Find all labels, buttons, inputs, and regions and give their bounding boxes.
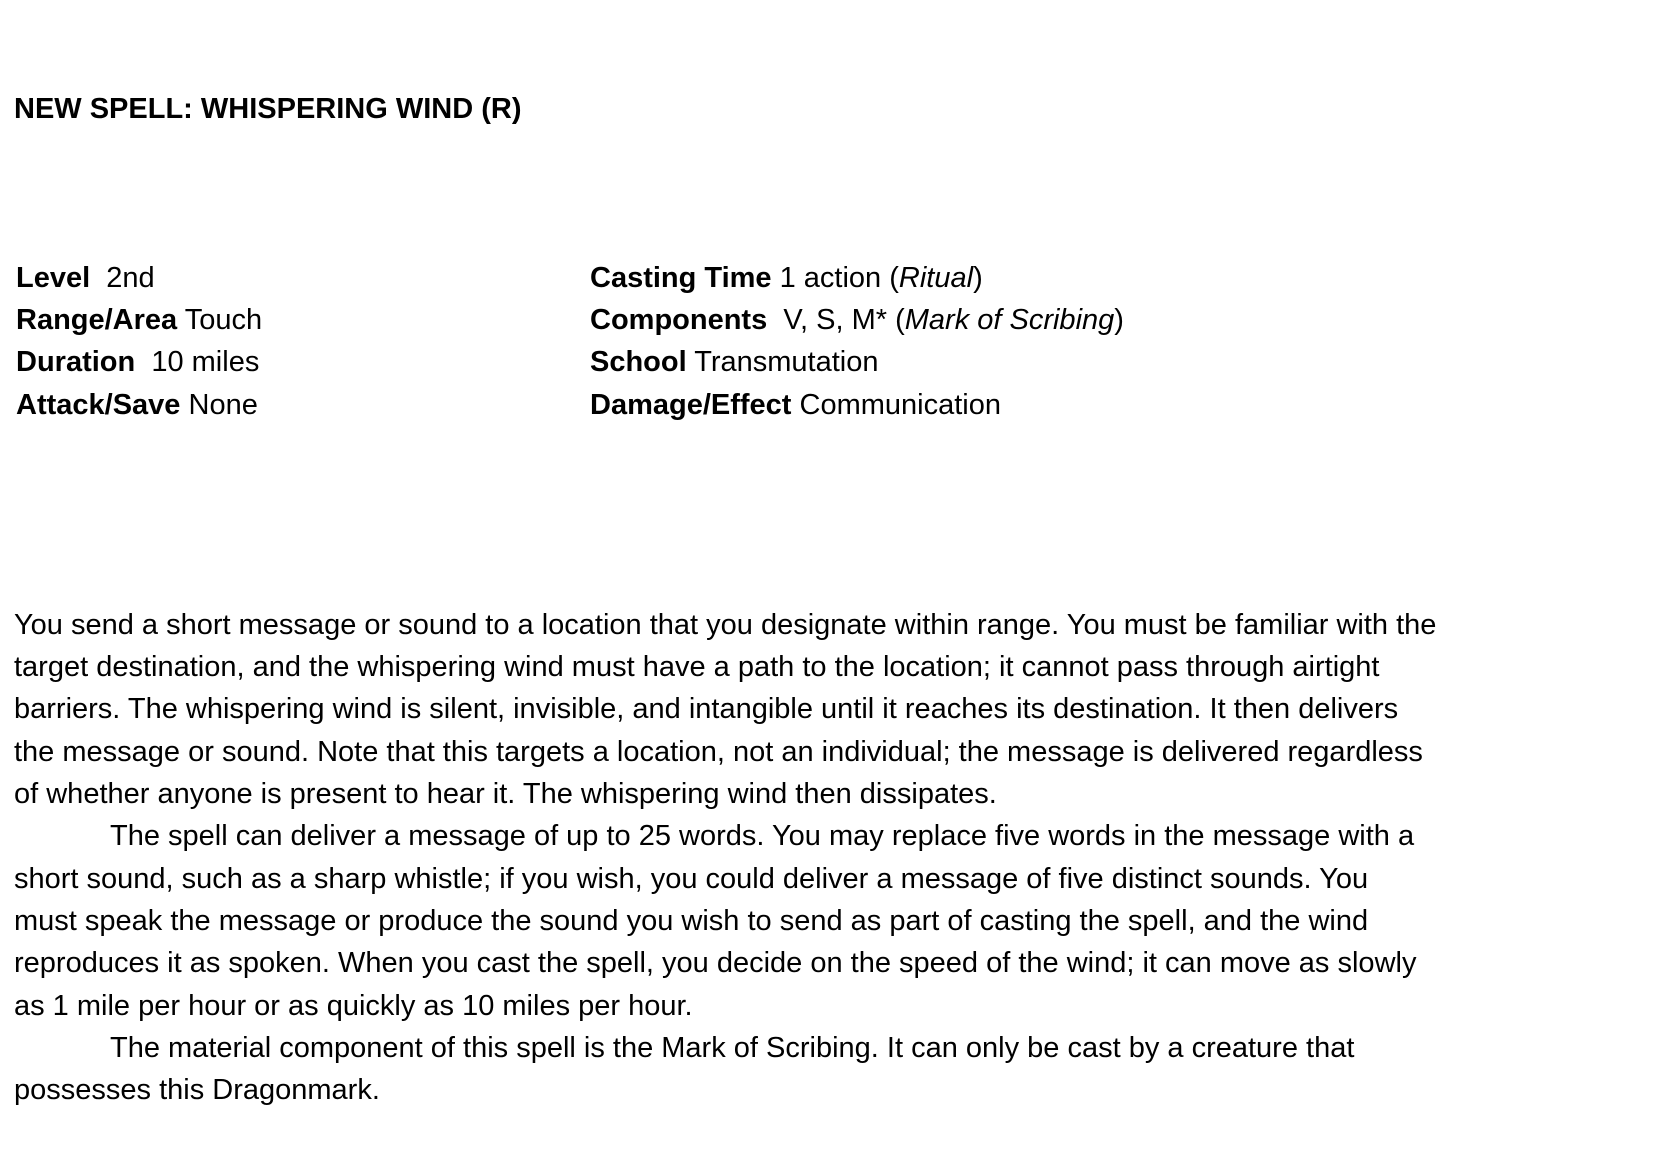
- spell-title: NEW SPELL: WHISPERING WIND (R): [14, 92, 522, 125]
- stat-cell-right: [590, 384, 1001, 426]
- stat-row: [14, 384, 1654, 426]
- stat-cell-right: [590, 341, 879, 383]
- stat-text-segment: Ritual: [898, 261, 974, 294]
- stat-row: [14, 341, 1654, 383]
- spell-stats-block: [14, 257, 1654, 426]
- body-line: possesses this Dragonmark.: [14, 1074, 380, 1107]
- stat-text-segment: Components: [590, 304, 768, 337]
- stat-text-segment: Level: [16, 261, 91, 294]
- stat-text-segment: None: [180, 388, 258, 421]
- body-line: must speak the message or produce the sound you wish to send as part of casting the spell, and the wind: [14, 904, 1369, 937]
- stat-text-segment: ): [1114, 304, 1124, 337]
- stat-cell-left: [16, 384, 258, 426]
- body-line: the message or sound. Note that this targets a location, not an individual; the message is delivered regardless: [14, 735, 1423, 768]
- stat-text-segment: Transmutation: [686, 346, 879, 379]
- body-line: as 1 mile per hour or as quickly as 10 miles per hour.: [14, 989, 693, 1022]
- stat-text-segment: Mark of Scribing: [904, 304, 1115, 337]
- stat-cell-left: [16, 341, 259, 383]
- stat-row: [14, 299, 1654, 341]
- stat-text-segment: 2nd: [90, 261, 155, 294]
- body-line: short sound, such as a sharp whistle; if you wish, you could deliver a message of five distinct sounds. You: [14, 862, 1369, 895]
- stat-cell-left: [16, 257, 155, 299]
- stat-text-segment: Attack/Save: [16, 388, 181, 421]
- stat-cell-right: [590, 299, 1124, 341]
- stat-cell-left: [16, 299, 262, 341]
- stat-cell-right: [590, 257, 983, 299]
- stat-text-segment: Touch: [177, 304, 263, 337]
- body-line: The spell can deliver a message of up to 25 words. You may replace five words in the message with a: [110, 820, 1415, 853]
- spell-description: [14, 604, 1654, 1112]
- stat-text-segment: 1 action (: [771, 261, 899, 294]
- stat-text-segment: V, S, M* (: [767, 304, 905, 337]
- stat-text-segment: ): [973, 261, 983, 294]
- stat-text-segment: Damage/Effect: [590, 388, 792, 421]
- stat-text-segment: Duration: [16, 346, 136, 379]
- stat-text-segment: School: [590, 346, 687, 379]
- body-line: of whether anyone is present to hear it. The whispering wind then dissipates.: [14, 778, 997, 811]
- stat-text-segment: Casting Time: [590, 261, 772, 294]
- body-line: barriers. The whispering wind is silent, invisible, and intangible until it reaches its destination. It then delivers: [14, 693, 1399, 726]
- stat-row: [14, 257, 1654, 299]
- body-line: You send a short message or sound to a location that you designate within range. You must be familiar with the: [14, 608, 1437, 641]
- body-line: The material component of this spell is the Mark of Scribing. It can only be cast by a creature that: [110, 1031, 1355, 1064]
- body-line: reproduces it as spoken. When you cast the spell, you decide on the speed of the wind; it can move as slowly: [14, 947, 1417, 980]
- body-line: target destination, and the whispering wind must have a path to the location; it cannot pass through airtight: [14, 651, 1380, 684]
- stat-text-segment: Range/Area: [16, 304, 178, 337]
- stat-text-segment: Communication: [791, 388, 1001, 421]
- stat-text-segment: 10 miles: [135, 346, 260, 379]
